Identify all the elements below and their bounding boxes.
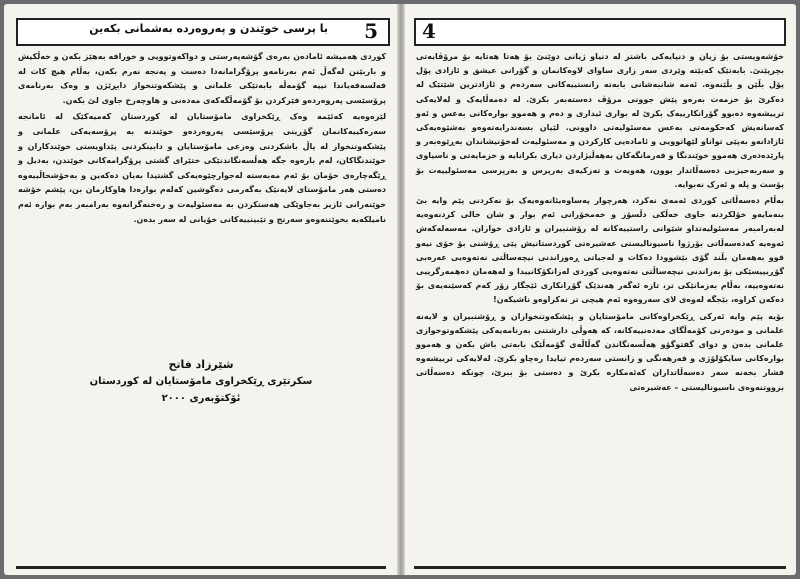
paragraph: بۆیە پێم وایە ئەرکی ڕێکخراوەکانی مامۆستایان و پێشکەوتنخوازان و ڕۆشنبیران و لایەنە علمانی و مودەرنی کۆمەڵگای مەدەنییەکانە، کە هەوڵی دارشتنی بەرنامەیەکی پێشکەوتوخوازی علمانی بدەن و دوای گفتوگۆو هەڵسەنگاندن گەڵاڵەی گۆمەڵێک بابەتی باش بکەن و هەموو بوارەکانی سایکۆلۆژی و فەرهەنگی و زانستی سەردەم تیایدا رەچاو بکرێ. لەلایەکی ترییشەوە فشار بخەنە سەر دەسەڵاتداران کەئەمکارە بکرێ و دەستی بۆ ببرێ، چونکە دەسەڵاتی بزووتنەوەی ناسیونالیستی – عەشیرەتی xyxy=(416,311,784,392)
page-number: 4 xyxy=(422,19,436,43)
left-page xyxy=(4,4,398,575)
signature-block xyxy=(4,356,398,407)
paragraph: کوردی هەمیشە ئامادەن بەرەی گۆشەپەرستی و دواکەوتوویی و خورافە بەهێز بکەن و خەڵکیش و باربێنن لەگەڵ ئەم بەرنامەو پرۆگرامانەدا دەست و پەنجە نەرم بکەن، بەڵام هیچ کات لە فەلسەفەیاندا نییە گۆمەڵە بابەتێکی علمانی و پێشکەوتنخواز دابڕێژن و وەک بەرنامەی پرۆسێسی پەروەردەو فێرکردن بۆ گۆمەڵگەکەی مەدەنی و هاوچەرخ جاوی لێ بکەن. xyxy=(18,52,386,105)
signature-name: شێرزاد فاتح xyxy=(168,358,234,371)
bottom-rule xyxy=(16,566,386,569)
left-body-text xyxy=(18,50,386,229)
paragraph: لێرەوەیە کەئێمە وەک ڕێکخراوی مامۆستایان لە کوردستان کەمیەکێک لە ئامانجە سەرەکییەکانمان گۆڕینی پرۆسێسی پەروەردەو خوێندنە بە پرۆسەیەکی علمانی و پێشکەوتنخواز لە پاڵ باشکردنی وەزعی مامۆستایان و دابینکردنی پێداویستی خوێندکاران و خوێندنگاکان، لەم بارەوە جگە هەڵسەنگاندنێکی ختێرای گشتی پرۆگرامەکانی خوێندن، بەدیل و ڕێگەچارەی خۆمان بۆ ئەم مەبەستە لەجوارچێوەیەکی گشتیدا بەیان دەکەین و بەخۆشحاڵییەوە دەستی هەر مامۆستای لایەنێک بەگەرمی دەگوشین کەلەم بوارەدا هاوکارمان بن، پێشم خۆشە خوێنەرانی ئازیز بەجاوێکی هەستکردن بە مەسئولیەت و رەخنەگرانەوە بەرامبەر بەم بوارە ئەم نامیلکەیە بخوێننەوەو سەرنج و تێبینییەکانی خۆیانی لە سەر بدەن. xyxy=(18,112,386,224)
running-header-title: با پرسی خوێندن و پەروەردە بەشمانی بکەین xyxy=(89,22,328,35)
booklet-spread xyxy=(4,4,796,575)
right-page xyxy=(404,4,796,575)
bottom-rule xyxy=(414,566,786,569)
signature-title: سکرتێری ڕێکخراوی مامۆستایان لە کوردستان xyxy=(89,376,313,387)
page-number: 5 xyxy=(364,19,378,43)
paragraph: خۆشەویستی بۆ زیان و دنیایەکی باشتر لە دنیاو ژیانی دوێنێ بۆ هەتا هەتایە بۆ مرۆڤایەتی بچرپێنێ. بابەتێک کەبێتە وێردی سەر زاری ساوای لاوەکانمان و گۆرانی عیشق و ئازادی پۆل پۆل بڵێن و بڵێنەوە. ئەمە شانبەشانی بابەتە زانستییەکانی سەردەم و ئازادترین شێتێک لە دەکرێ بۆ خزمەت بەرەو پێش جوونی مرۆڤ دەستەبەر بکرێ. لە دەمەڵایەک و لەلایەکی ترییشەوە دەبوو گۆرانکارییەک بکرێ لە بواری ئیداری و دەم و هەموو بوارەکانی بەعس و ئەو کەسانەیش کەحکومەتی بەعس مەسئولیەتی داوونی. لێیان بسەندرایەتەوەو بەشێوەیەکی ئازادانەو بەپێی تواناو لێهاتوویی و ئامادەیی کارکردن و مەسئولیەت لەخۆنیشاندان بەڕێوەبەر و پارێدەدەری هەموو خوێندنگا و فەرمانگەکان بەهەڵبژاردن دیاری بکرانایە و خزمایەتی و ناسیاوی و سەربەحیزبی دەسەڵاتدار بوون، هەویەت و تەزکیەی بەرپرس و بەرپرسی مەسئولییەت بۆ پۆست و پلە و ئەرک نەبوایە. xyxy=(416,52,784,189)
page-header xyxy=(414,18,786,46)
page-header xyxy=(16,18,390,46)
right-body-text xyxy=(416,50,784,397)
signature-date: ئۆکتۆبەری ٢٠٠٠ xyxy=(161,393,241,404)
paragraph: بەڵام دەسەڵاتی کوردی ئەمەی نەکرد، هەرچوار پەساوەیئانەوەیەک بۆ نەکردنی پێم وایە بێ بنەمایەو خۆلکردنە جاوی خەڵکی دڵسۆز و خەمخۆرانی ئەم بوار و شان خالی کردنەوەیە لەبەرامبەر مەسئولیەتداو شێوانی راستییەکانە لە رۆشنبیران و ئازادی خوازان. مەسەلەکەش ئەوەیە کەدەسەڵاتی بۆرژوا ناسیونالیستی عەشیرەتی کوردستانیش پێی ڕۆشنی بۆ خۆی نیەو فوو بەهەمان بڵند گۆی بێشوودا دەکات و لەجیاتی ڕەوزاندنی نیچەساڵتی نەتەوەیی عەرەبی گۆڕیپیسێکی بۆ بەزاندنی نیچەساڵتی نەتەوەیی کوردی لەزانکۆکانییدا و لەهەمان دەهمەرگرییی نەتەوەییە، بەڵام بەزمانێکی تر، تازه ئەگەر هەندێک گۆڕانکاری ئێجگار زۆر کەم کەسێنەیەی بۆ دەکەن کراوە، بێجگە لەوەی لای سەروەوە ئەم هیچی تر نەکراوەو ناشیکەن! xyxy=(416,196,784,305)
